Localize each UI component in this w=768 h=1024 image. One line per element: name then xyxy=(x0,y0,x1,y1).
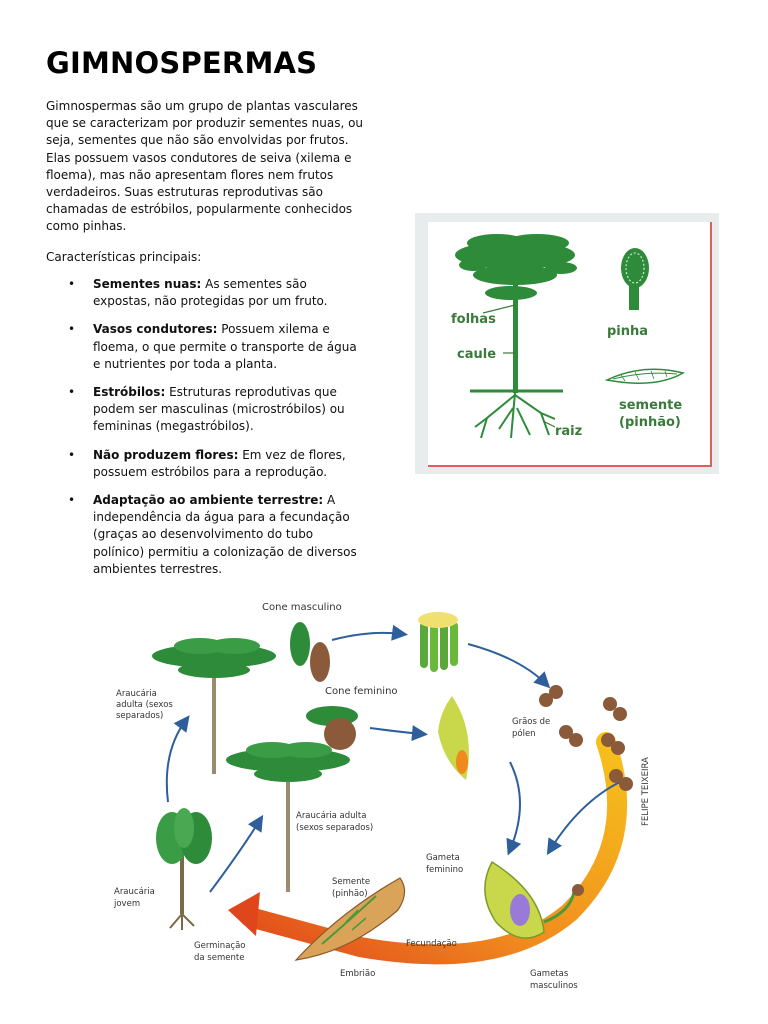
label-semente: semente xyxy=(619,398,683,413)
features-heading: Características principais: xyxy=(46,250,202,264)
list-item xyxy=(46,276,366,310)
label-graos-polen: pólen xyxy=(512,729,536,739)
roots-icon xyxy=(475,393,555,438)
label-cone-feminino: Cone feminino xyxy=(325,686,398,697)
list-item xyxy=(46,384,366,436)
life-cycle-illustration xyxy=(100,592,660,1002)
bullet-icon: • xyxy=(68,493,76,508)
feature-term: Estróbilos: xyxy=(93,385,166,400)
label-araucaria-adulta: adulta (sexos xyxy=(116,700,173,710)
bullet-icon: • xyxy=(68,277,76,291)
label-embriao: Embrião xyxy=(340,969,376,979)
list-item xyxy=(46,321,366,373)
label-semente: (pinhão) xyxy=(332,889,368,899)
list-item xyxy=(46,492,366,578)
label-semente: Semente xyxy=(332,877,371,887)
label-raiz: raiz xyxy=(555,424,583,439)
label-pinha: pinha xyxy=(607,324,649,339)
bullet-icon: • xyxy=(68,447,76,462)
label-araucaria-adulta-center: Araucária adulta xyxy=(296,811,367,821)
label-araucaria-jovem: jovem xyxy=(114,899,141,909)
feature-text: Em vez de flores, possuem estróbilos para a reprodução. xyxy=(93,447,346,479)
bullet-icon: • xyxy=(68,322,76,337)
label-caule: caule xyxy=(457,347,497,362)
image-credit: FELIPE TEIXEIRA xyxy=(641,757,651,826)
feature-text: As sementes são expostas, não protegidas por um fruto. xyxy=(93,277,328,309)
araucaria-anatomy-illustration xyxy=(415,213,719,474)
intro-paragraph: Gimnospermas são um grupo de plantas vasculares que se caracterizam por produzir sementes nuas, ou seja, sementes que não são envolvidas por frutos. Elas possuem vasos condutores de seiva (xilema e floema), mas não apresentam flores nem frutos verdadeiros. Suas estruturas reprodutivas são chamadas de estróbilos, popularmente conhecidos como pinhas. xyxy=(46,99,364,234)
label-germinacao: Germinação xyxy=(194,941,246,951)
ovule-icon xyxy=(438,696,469,780)
pollen-grains-icon xyxy=(539,685,633,791)
label-araucaria-jovem: Araucária xyxy=(114,887,155,897)
feature-term: Sementes nuas: xyxy=(93,277,202,291)
bullet-icon: • xyxy=(68,385,76,400)
label-graos-polen: Grãos de xyxy=(512,717,551,727)
feature-text: Estruturas reprodutivas que podem ser masculinas (microstróbilos) ou femininas (megastróbilos). xyxy=(93,385,345,434)
label-folhas: folhas xyxy=(451,312,496,327)
arc-arrowhead xyxy=(228,892,260,936)
label-fecundacao: Fecundação xyxy=(406,939,457,949)
features-list xyxy=(46,276,366,589)
label-gameta-feminino: Gameta xyxy=(426,853,460,863)
label-gametas-masculinos: masculinos xyxy=(530,981,578,991)
male-cone-icon xyxy=(290,622,330,682)
label-gameta-feminino: feminino xyxy=(426,865,464,875)
label-germinacao: da semente xyxy=(194,953,245,963)
page-title: GIMNOSPERMAS xyxy=(46,46,318,80)
microstrobilus-icon xyxy=(418,612,458,672)
label-cone-masculino: Cone masculino xyxy=(262,602,342,613)
trunk-icon xyxy=(513,283,518,393)
araucaria-anatomy-figure xyxy=(415,213,719,474)
seed-icon xyxy=(607,369,683,383)
label-araucaria-adulta: separados) xyxy=(116,711,164,721)
label-gametas-masculinos: Gametas xyxy=(530,969,569,979)
label-pinhao: (pinhão) xyxy=(619,415,681,430)
life-cycle-figure xyxy=(100,592,660,1002)
feature-text: Possuem xilema e floema, o que permite o transporte de água e nutrientes por toda a planta. xyxy=(93,322,357,371)
young-araucaria-icon xyxy=(156,808,212,930)
feature-text: A independência da água para a fecundação (graças ao desenvolvimento do tubo polínico) permitiu a colonização de diversos ambientes terrestres. xyxy=(93,493,357,576)
label-araucaria-adulta-center: (sexos separados) xyxy=(296,823,374,833)
pine-cone-icon xyxy=(621,248,649,310)
feature-term: Adaptação ao ambiente terrestre: xyxy=(93,493,324,508)
label-araucaria-adulta: Araucária xyxy=(116,689,157,699)
list-item xyxy=(46,447,366,481)
feature-term: Vasos condutores: xyxy=(93,322,218,337)
feature-term: Não produzem flores: xyxy=(93,447,239,462)
